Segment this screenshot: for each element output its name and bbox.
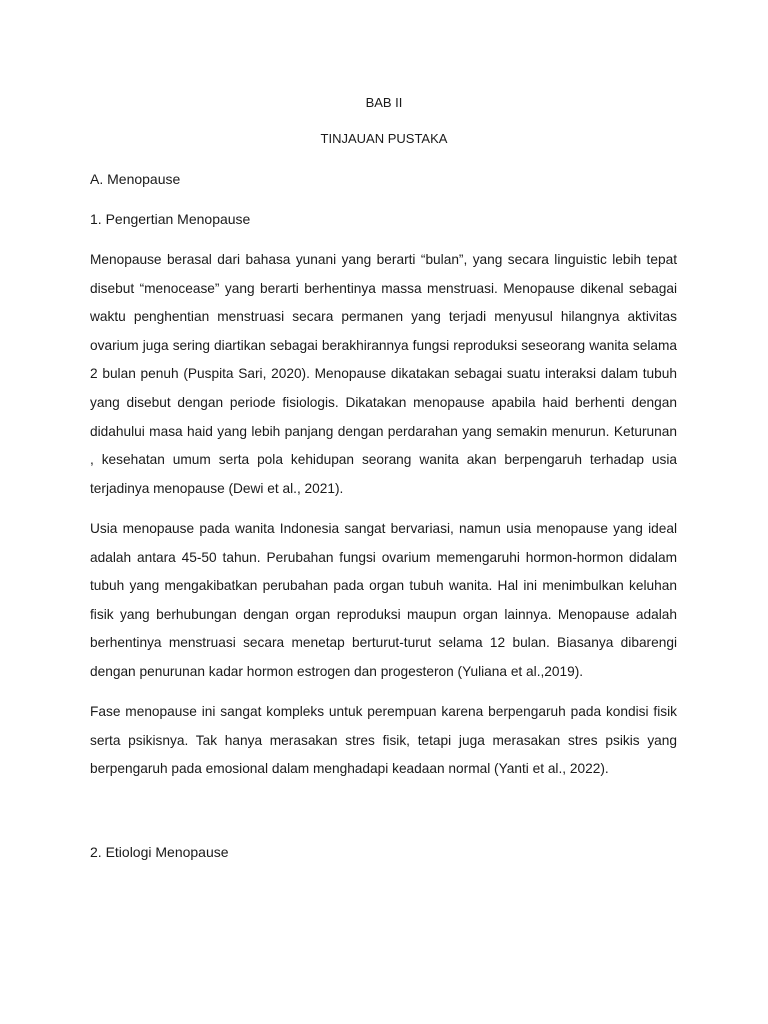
paragraph-3: Fase menopause ini sangat kompleks untuk perempuan karena berpengaruh pada kondisi fisik serta psikisnya. Tak hanya merasakan stres fisik, tetapi juga merasakan stres psikis yang berpengaruh pada emosional dalam menghadapi keadaan normal (Yanti et al., 2022). [90,704,677,777]
section-heading-a: A. Menopause [90,171,181,187]
subsection-heading-2: 2. Etiologi Menopause [90,844,229,860]
subsection-heading-1: 1. Pengertian Menopause [90,211,251,227]
chapter-title: TINJAUAN PUSTAKA [320,131,448,146]
paragraph-1: Menopause berasal dari bahasa yunani yang berarti “bulan”, yang secara linguistic lebih tepat disebut “menocease” yang berarti berhentinya massa menstruasi. Menopause dikenal sebagai waktu penghentian menstruasi secara permanen yang terjadi menyusul hilangnya aktivitas ovarium juga sering diartikan sebagai berakhirannya fungsi reproduksi seseorang wanita selama 2 bulan penuh (Puspita Sari, 2020). Menopause dikatakan sebagai suatu interaksi dalam tubuh yang disebut dengan periode fisiologis. Dikatakan menopause apabila haid berhenti dengan didahului masa haid yang lebih panjang dengan perdarahan yang semakin menurun. Keturunan , kesehatan umum serta pola kehidupan seorang wanita akan berpengaruh terhadap usia terjadinya menopause (Dewi et al., 2021). [90,252,677,496]
paragraph-2: Usia menopause pada wanita Indonesia sangat bervariasi, namun usia menopause yang ideal adalah antara 45-50 tahun. Perubahan fungsi ovarium memengaruhi hormon-hormon didalam tubuh yang mengakibatkan perubahan pada organ tubuh wanita. Hal ini menimbulkan keluhan fisik yang berhubungan dengan organ reproduksi maupun organ lainnya. Menopause adalah berhentinya menstruasi secara menetap berturut-turut selama 12 bulan. Biasanya dibarengi dengan penurunan kadar hormon estrogen dan progesteron (Yuliana et al.,2019). [90,521,677,679]
chapter-number: BAB II [365,95,403,110]
